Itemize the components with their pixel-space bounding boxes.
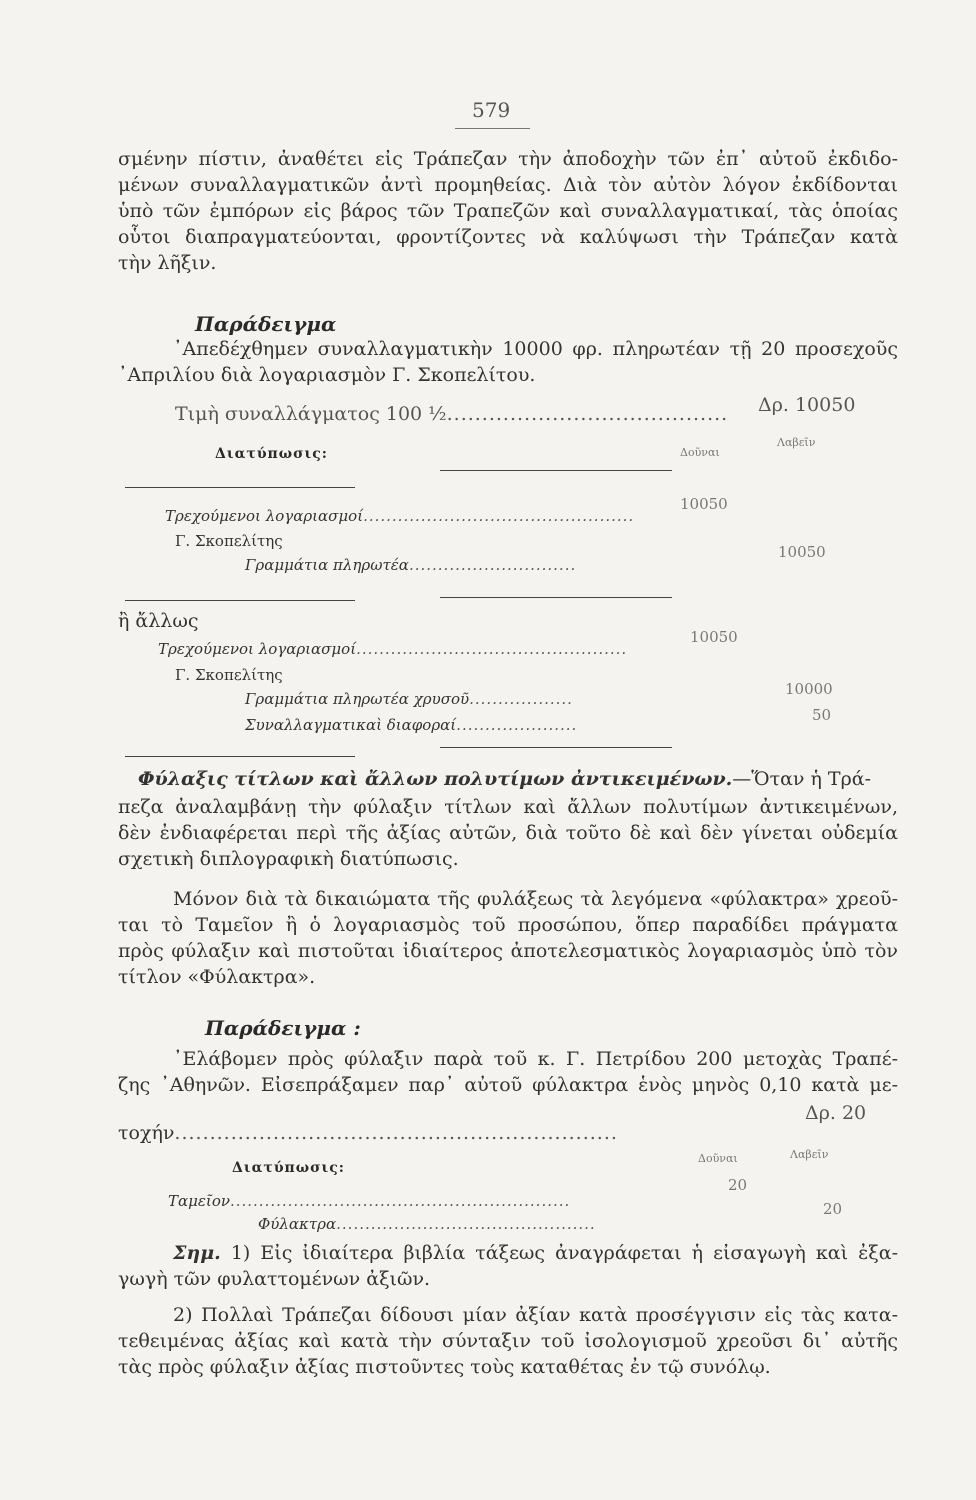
entry1-debit-line bbox=[165, 507, 634, 525]
text-line: γωγὴ τῶν φυλαττομένων ἀξιῶν. bbox=[118, 1268, 431, 1290]
text-line: ᾽Ελάβομεν πρὸς φύλαξιν παρὰ τοῦ κ. Γ. Πετρίδου 200 μετοχὰς Τραπέ- bbox=[173, 1048, 898, 1070]
rule bbox=[125, 600, 355, 601]
debit-header-1: Δοῦναι bbox=[680, 446, 720, 459]
debit-amount: 10050 bbox=[690, 628, 738, 646]
example2-last-line bbox=[118, 1122, 618, 1144]
text-line: τοχήν bbox=[118, 1122, 175, 1144]
text-line: σμένην πίστιν, ἀναθέτει εἰς Τράπεζαν τὴν ἀποδοχὴν τῶν ἐπ᾽ αὐτοῦ ἐκδιδο- bbox=[118, 148, 898, 170]
leader-dots: ..................... bbox=[456, 716, 578, 734]
debit-amount: 10050 bbox=[680, 495, 728, 513]
example2-value: Δρ. 20 bbox=[805, 1102, 867, 1124]
notes-label: Σημ. bbox=[173, 1242, 221, 1264]
credit-amount: 20 bbox=[823, 1200, 843, 1218]
page-number-rule bbox=[455, 128, 530, 129]
section2-first-line bbox=[138, 768, 871, 790]
price-label: Τιμὴ συναλλάγματος 100 ½ bbox=[175, 403, 447, 425]
credit-account: Φύλακτρα bbox=[258, 1215, 337, 1233]
text-line: ᾽Απριλίου διὰ λογαριασμὸν Γ. Σκοπελίτου. bbox=[118, 364, 536, 386]
text-line: ᾽Απεδέχθημεν συναλλαγματικὴν 10000 φρ. πληρωτέαν τῇ 20 προσεχοῦς bbox=[173, 338, 898, 360]
journal-label-1: Διατύπωσις: bbox=[215, 446, 328, 462]
credit-amount: 50 bbox=[812, 706, 832, 724]
rule bbox=[440, 747, 672, 748]
section2-paragraph-2 bbox=[118, 886, 898, 990]
text-line: τὰς πρὸς φύλαξιν ἀξίας πιστοῦντες τοὺς καταθέτας ἐν τῷ συνόλῳ. bbox=[118, 1356, 771, 1378]
journal-label-2: Διατύπωσις: bbox=[232, 1160, 345, 1176]
rule bbox=[440, 470, 672, 471]
example2-text bbox=[118, 1046, 898, 1098]
debit-account: Τρεχούμενοι λογαριασμοί bbox=[158, 640, 357, 658]
leader-dots: ............................................... bbox=[356, 640, 628, 658]
text-line: ὑπὸ τῶν ἐμπόρων εἰς βάρος τῶν Τραπεζῶν καὶ συναλλαγματικαί, τὰς ὁποίας bbox=[118, 200, 898, 222]
example1-heading: Παράδειγμα bbox=[195, 312, 337, 336]
text-line: τεθειμένας ἀξίας καὶ κατὰ τὴν σύνταξιν τοῦ ἰσολογισμοῦ χρεοῦσι δι᾽ αὐτῆς bbox=[118, 1330, 898, 1352]
price-line bbox=[175, 403, 728, 425]
alt-label: ἢ ἄλλως bbox=[118, 610, 199, 632]
leader-dots: ........................................................... bbox=[229, 1192, 571, 1210]
debit-account: Ταμεῖον bbox=[168, 1192, 230, 1210]
leader-dots: .................. bbox=[469, 690, 573, 708]
text-line: τίτλον «Φύλακτρα». bbox=[118, 966, 316, 988]
section-title: Φύλαξις τίτλων καὶ ἄλλων πολυτίμων ἀντικειμένων. bbox=[138, 768, 733, 790]
notes-paragraph-2 bbox=[118, 1302, 898, 1380]
credit-account: Γραμμάτια πληρωτέα χρυσοῦ bbox=[245, 690, 470, 708]
price-value: Δρ. 10050 bbox=[758, 394, 856, 416]
text-line: σχετικὴ διπλογραφικὴ διατύπωσις. bbox=[118, 848, 459, 870]
credit-amount: 10000 bbox=[785, 680, 833, 698]
ex2-credit-line bbox=[258, 1215, 596, 1233]
debit-amount: 20 bbox=[728, 1176, 748, 1194]
credit-person: Γ. Σκοπελίτης bbox=[175, 532, 283, 550]
leader-dots: ............................................................... bbox=[174, 1122, 618, 1144]
example2-heading: Παράδειγμα : bbox=[205, 1016, 361, 1040]
text-line: τὴν λῆξιν. bbox=[118, 252, 217, 274]
text-line: Μόνον διὰ τὰ δικαιώματα τῆς φυλάξεως τὰ λεγόμενα «φύλακτρα» χρεοῦ- bbox=[173, 888, 898, 910]
text-line: πεζα ἀναλαμβάνῃ τὴν φύλαξιν τίτλων καὶ ἄλλων πολυτίμων ἀντικειμένων, bbox=[118, 796, 898, 818]
rule bbox=[125, 756, 355, 757]
entry2-debit-line bbox=[158, 640, 627, 658]
rule bbox=[440, 597, 672, 598]
text-line: —Ὅταν ἡ Τρά- bbox=[732, 768, 872, 790]
leader-dots: ............................................... bbox=[363, 507, 635, 525]
text-line: δὲν ἐνδιαφέρεται περὶ τῆς ἀξίας αὐτῶν, διὰ τοῦτο δὲ καὶ δὲν γίνεται οὐδεμία bbox=[118, 822, 898, 844]
credit-account: Γραμμάτια πληρωτέα bbox=[245, 556, 409, 574]
entry2-credit-line-1 bbox=[245, 690, 573, 708]
notes-paragraph-1 bbox=[118, 1240, 898, 1292]
credit-account: Συναλλαγματικαὶ διαφοραί bbox=[245, 716, 457, 734]
entry1-credit-line bbox=[245, 556, 576, 574]
text-line: 2) Πολλαὶ Τράπεζαι δίδουσι μίαν ἀξίαν κατὰ προσέγγισιν εἰς τὰς κατα- bbox=[173, 1304, 898, 1326]
text-line: 1) Εἰς ἰδιαίτερα βιβλία τάξεως ἀναγράφεται ἡ εἰσαγωγὴ καὶ ἐξα- bbox=[230, 1242, 898, 1264]
text-line: ται τὸ Ταμεῖον ἢ ὁ λογαριασμὸς τοῦ προσώπου, ὅπερ παραδίδει πράγματα bbox=[118, 914, 898, 936]
credit-header-1: Λαβεῖν bbox=[777, 436, 816, 449]
entry2-credit-line-2 bbox=[245, 716, 577, 734]
example1-text bbox=[118, 336, 898, 388]
section2-paragraph bbox=[118, 794, 898, 872]
note1-line bbox=[118, 1240, 898, 1266]
page-number: 579 bbox=[472, 98, 511, 122]
credit-person: Γ. Σκοπελίτης bbox=[175, 666, 283, 684]
text-line: ζης ᾽Αθηνῶν. Εἰσεπράξαμεν παρ᾽ αὐτοῦ φύλακτρα ἑνὸς μηνὸς 0,10 κατὰ με- bbox=[118, 1074, 898, 1096]
credit-amount: 10050 bbox=[778, 543, 826, 561]
debit-header-2: Δοῦναι bbox=[698, 1152, 738, 1165]
text-line: πρὸς φύλαξιν καὶ πιστοῦται ἰδιαίτερος ἀποτελεσματικὸς λογαριασμὸς ὑπὸ τὸν bbox=[118, 940, 898, 962]
text-line: οὗτοι διαπραγματεύονται, φροντίζοντες νὰ καλύψωσι τὴν Τράπεζαν κατὰ bbox=[118, 226, 898, 248]
ex2-debit-line bbox=[168, 1192, 570, 1210]
credit-header-2: Λαβεῖν bbox=[790, 1148, 829, 1161]
intro-paragraph bbox=[118, 146, 898, 276]
leader-dots: ............................. bbox=[408, 556, 577, 574]
leader-dots: ........................................ bbox=[446, 403, 729, 425]
debit-account: Τρεχούμενοι λογαριασμοί bbox=[165, 507, 364, 525]
text-line: μένων συναλλαγματικῶν ἀντὶ προμηθείας. Διὰ τὸν αὐτὸν λόγον ἐκδίδονται bbox=[118, 174, 898, 196]
leader-dots: ............................................. bbox=[336, 1215, 596, 1233]
rule bbox=[125, 487, 355, 488]
